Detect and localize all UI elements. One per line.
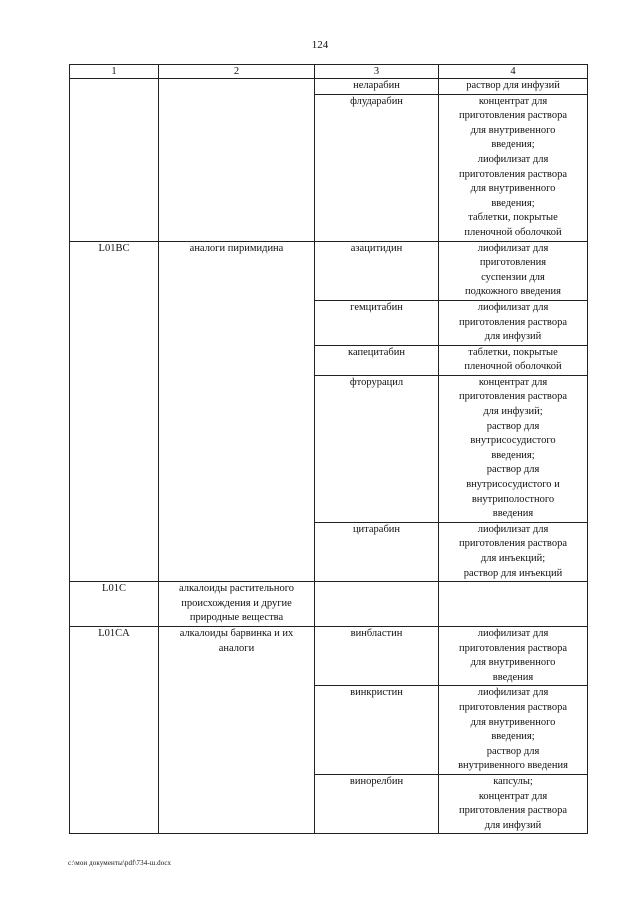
- file-path-footer: c:\мои документы\pdf\734-ш.docx: [68, 859, 172, 867]
- dosage-form-line: для внутривенного: [470, 657, 556, 669]
- dosage-form-line: капсулы;: [493, 775, 533, 787]
- column-header: 1: [70, 65, 159, 79]
- dosage-form-line: введения;: [491, 449, 535, 461]
- dosage-form-line: введения: [492, 671, 534, 683]
- table-row: [70, 582, 588, 627]
- dosage-form-line: для инфузий: [484, 819, 542, 831]
- group-name-cell: [159, 582, 315, 627]
- drug-name-cell: цитарабин: [315, 522, 439, 581]
- drug-name-cell: гемцитабин: [315, 300, 439, 345]
- dosage-form-line: приготовления раствора: [459, 391, 567, 403]
- dosage-form-line: таблетки, покрытые: [468, 212, 558, 224]
- group-name-cell: аналоги пиримидина: [159, 241, 315, 582]
- drug-name-cell: неларабин: [315, 79, 439, 95]
- column-header: 2: [159, 65, 315, 79]
- dosage-form-cell: [439, 94, 588, 241]
- dosage-form-line: для внутривенного: [470, 716, 556, 728]
- dosage-form-cell: [439, 686, 588, 775]
- dosage-form-line: внутрисосудистого: [470, 435, 556, 447]
- atc-code-cell: L01C: [70, 582, 159, 627]
- dosage-form-cell: [439, 375, 588, 522]
- dosage-form-line: внутривенного введения: [458, 760, 568, 772]
- group-name-line: алкалоиды барвинка и их: [179, 627, 294, 639]
- dosage-form-line: пленочной оболочкой: [464, 361, 562, 373]
- dosage-form-line: лиофилизат для: [477, 301, 549, 313]
- dosage-form-line: для внутривенного: [470, 124, 556, 136]
- dosage-form-line: приготовления раствора: [459, 168, 567, 180]
- drug-name-cell: винкристин: [315, 686, 439, 775]
- dosage-form-line: раствор для: [486, 420, 540, 432]
- table-row: [70, 79, 588, 95]
- group-name-cell: [159, 626, 315, 833]
- dosage-form-cell: [439, 300, 588, 345]
- dosage-form-line: лиофилизат для: [477, 153, 549, 165]
- atc-code-cell: L01CA: [70, 626, 159, 833]
- dosage-form-cell: [439, 241, 588, 300]
- drug-name-cell: винбластин: [315, 626, 439, 685]
- column-header: 3: [315, 65, 439, 79]
- dosage-form-line: раствор для инъекций: [463, 567, 563, 579]
- drug-classification-table: [69, 64, 588, 834]
- table-body: [70, 79, 588, 834]
- atc-code-cell: [70, 79, 159, 242]
- dosage-form-line: введения: [492, 508, 534, 520]
- dosage-form-cell: [439, 774, 588, 833]
- dosage-form-line: раствор для: [486, 464, 540, 476]
- dosage-form-line: введения;: [491, 731, 535, 743]
- dosage-form-line: приготовления раствора: [459, 642, 567, 654]
- dosage-form-line: концентрат для: [478, 95, 548, 107]
- dosage-form-line: для инфузий: [484, 331, 542, 343]
- dosage-form-line: приготовления: [479, 257, 547, 269]
- drug-name-cell: фторурацил: [315, 375, 439, 522]
- dosage-form-line: введения;: [491, 197, 535, 209]
- dosage-form-line: внутриполостного: [471, 493, 555, 505]
- dosage-form-line: приготовления раствора: [459, 805, 567, 817]
- dosage-form-cell: [439, 522, 588, 581]
- table-row: [70, 241, 588, 300]
- page-number: 124: [311, 39, 329, 51]
- dosage-form-cell: [439, 345, 588, 375]
- dosage-form-line: введения;: [491, 139, 535, 151]
- drug-name-cell: винорелбин: [315, 774, 439, 833]
- column-header: 4: [439, 65, 588, 79]
- dosage-form-line: раствор для: [486, 745, 540, 757]
- dosage-form-line: для инъекций;: [480, 553, 546, 564]
- dosage-form-line: приготовления раствора: [459, 538, 567, 550]
- header-row: [70, 65, 588, 79]
- drug-name-cell: азацитидин: [315, 241, 439, 300]
- dosage-form-line: раствор для инфузий: [466, 80, 560, 91]
- dosage-form-line: пленочной оболочкой: [464, 226, 562, 238]
- dosage-form-line: концентрат для: [478, 790, 548, 802]
- dosage-form-line: лиофилизат для: [477, 627, 549, 639]
- dosage-form-line: подкожного введения: [465, 286, 561, 298]
- dosage-form-line: суспензии для: [481, 271, 545, 283]
- group-name-line: природные вещества: [189, 612, 284, 624]
- group-name-line: происхождения и другие: [181, 597, 292, 609]
- drug-name-cell: флударабин: [315, 94, 439, 241]
- group-name-cell: [159, 79, 315, 242]
- dosage-form-line: лиофилизат для: [477, 687, 549, 699]
- dosage-form-line: концентрат для: [478, 376, 548, 388]
- dosage-form-line: лиофилизат для: [477, 523, 549, 535]
- dosage-form-line: приготовления раствора: [459, 316, 567, 328]
- dosage-form-line: приготовления раствора: [459, 701, 567, 713]
- dosage-form-line: таблетки, покрытые: [468, 346, 558, 358]
- dosage-form-cell: [439, 626, 588, 685]
- drug-name-cell: [315, 582, 439, 627]
- dosage-form-line: для инфузий;: [483, 406, 543, 418]
- drug-name-cell: капецитабин: [315, 345, 439, 375]
- atc-code-cell: L01BC: [70, 241, 159, 582]
- dosage-form-line: лиофилизат для: [477, 242, 549, 254]
- dosage-form-line: приготовления раствора: [459, 110, 567, 122]
- dosage-form-cell: [439, 582, 588, 627]
- group-name-line: аналоги: [218, 642, 255, 654]
- dosage-form-line: внутрисосудистого и: [466, 479, 560, 491]
- group-name-line: алкалоиды растительного: [178, 583, 295, 595]
- table-row: [70, 626, 588, 685]
- dosage-form-cell: [439, 79, 588, 95]
- dosage-form-line: для внутривенного: [470, 183, 556, 195]
